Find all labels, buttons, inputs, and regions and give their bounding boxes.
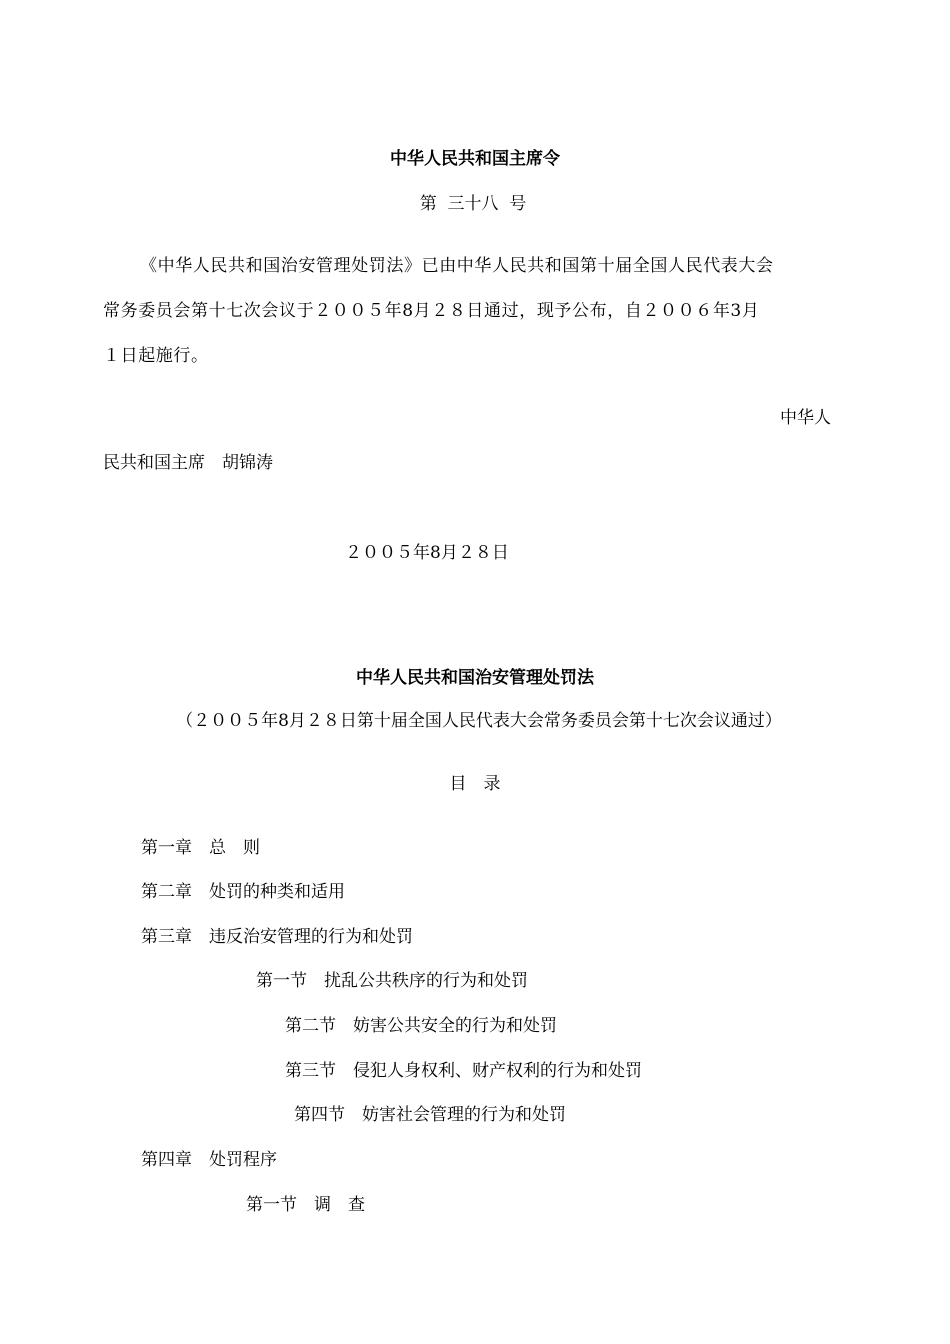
decree-body-line-1: 《中华人民共和国治安管理处罚法》已由中华人民共和国第十届全国人民代表大会	[140, 256, 774, 276]
toc-item-ch3-section-2: 第二节 妨害公共安全的行为和处罚	[285, 1016, 557, 1036]
toc-item-ch3-section-1: 第一节 扰乱公共秩序的行为和处罚	[256, 971, 528, 991]
toc-item-ch3-section-3: 第三节 侵犯人身权利、财产权利的行为和处罚	[285, 1061, 642, 1081]
toc-item-chapter-2: 第二章 处罚的种类和适用	[141, 882, 345, 902]
signature-line-1: 中华人	[780, 408, 831, 428]
signature-line-2: 民共和国主席 胡锦涛	[103, 453, 273, 473]
toc-item-chapter-1: 第一章 总 则	[141, 838, 260, 858]
law-title: 中华人民共和国治安管理处罚法	[356, 668, 594, 688]
toc-item-chapter-4: 第四章 处罚程序	[141, 1150, 277, 1170]
toc-item-ch3-section-4: 第四节 妨害社会管理的行为和处罚	[294, 1105, 566, 1125]
decree-title: 中华人民共和国主席令	[390, 149, 560, 169]
toc-heading: 目 录	[449, 774, 501, 794]
decree-number: 第 三十八 号	[419, 194, 527, 214]
decree-body-line-2: 常务委员会第十七次会议于２００５年8月２８日通过，现予公布，自２００６年3月	[103, 301, 760, 321]
decree-body-line-3: １日起施行。	[103, 346, 209, 366]
decree-date: ２００５年8月２８日	[345, 543, 509, 563]
law-subtitle: （２００５年8月２８日第十届全国人民代表大会常务委员会第十七次会议通过）	[176, 711, 782, 731]
toc-item-ch4-section-1: 第一节 调 查	[246, 1195, 365, 1215]
toc-item-chapter-3: 第三章 违反治安管理的行为和处罚	[141, 927, 413, 947]
